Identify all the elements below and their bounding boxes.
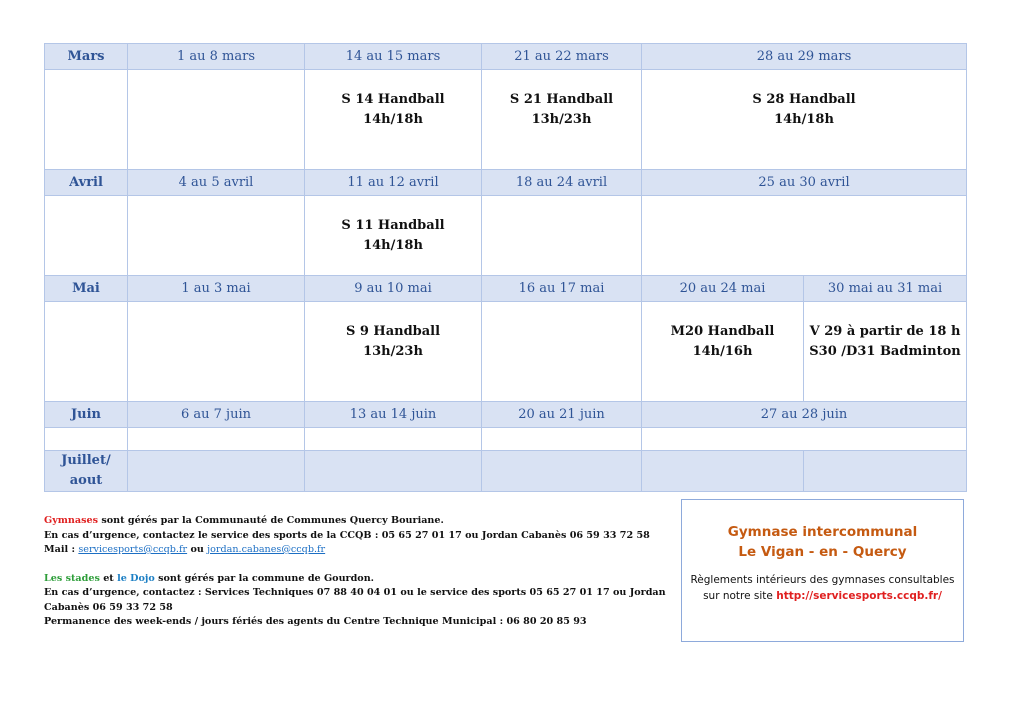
- gym-management-line: [44, 514, 680, 529]
- gymnases-label: Gymnases: [44, 515, 99, 526]
- empty-cell: [305, 428, 482, 451]
- box-title-line1: Gymnase intercommunal: [727, 524, 918, 540]
- event-time: 14h/16h: [692, 344, 753, 359]
- event-time: 14h/18h: [363, 238, 423, 253]
- empty-cell: [482, 428, 642, 451]
- event-time: 13h/23h: [531, 112, 592, 127]
- stades-management-text: sont gérés par la commune de Gourdon.: [154, 572, 375, 584]
- period-cell: 20 au 24 mai: [642, 276, 804, 302]
- box-title-line2: Le Vigan - en - Quercy: [738, 544, 907, 560]
- dojo-label: le Dojo: [117, 572, 155, 584]
- month-label-line1: Juillet/: [61, 453, 111, 468]
- contact-notes: [44, 514, 680, 630]
- header-row-mai: [45, 276, 967, 302]
- month-label: Avril: [45, 170, 128, 196]
- event-time: 14h/18h: [774, 112, 834, 127]
- month-label: [45, 451, 128, 492]
- period-cell: 14 au 15 mars: [305, 44, 482, 70]
- event-time: 13h/23h: [363, 344, 423, 359]
- event-cell: [305, 302, 482, 402]
- stades-label: Les stades: [44, 572, 100, 584]
- period-cell: 13 au 14 juin: [305, 402, 482, 428]
- event-cell: [804, 302, 967, 402]
- mail-link-jordan[interactable]: jordan.cabanes@ccqb.fr: [207, 544, 326, 555]
- gym-emergency-line: En cas d’urgence, contactez le service des sports de la CCQB : 05 65 27 01 17 ou Jordan Cabanès 06 59 33 72 58: [44, 529, 650, 541]
- month-label: Juin: [45, 402, 128, 428]
- event-title: V 29 à partir de 18 h: [809, 324, 961, 339]
- event-cell: [642, 196, 967, 276]
- empty-cell: [804, 451, 967, 492]
- event-title: S 14 Handball: [341, 92, 445, 107]
- gymnase-info-box: [681, 499, 964, 642]
- empty-cell: [45, 70, 128, 170]
- event-cell: [642, 302, 804, 402]
- period-cell: 6 au 7 juin: [128, 402, 305, 428]
- event-cell: [482, 196, 642, 276]
- event-title: M20 Handball: [670, 324, 775, 339]
- event-cell: [128, 196, 305, 276]
- period-cell: 25 au 30 avril: [642, 170, 967, 196]
- header-row-juin: [45, 402, 967, 428]
- empty-cell: [45, 196, 128, 276]
- event-title: S 11 Handball: [341, 218, 445, 233]
- event-cell: [128, 70, 305, 170]
- permanence-line: Permanence des week-ends / jours fériés des agents du Centre Technique Municipal : 06 80 20 85 93: [44, 616, 587, 627]
- header-row-avril: [45, 170, 967, 196]
- event-cell: [305, 196, 482, 276]
- empty-cell: [128, 428, 305, 451]
- event-row-avril: [45, 196, 967, 276]
- event-title: S 28 Handball: [752, 92, 856, 107]
- site-link[interactable]: http://servicesports.ccqb.fr/: [776, 590, 942, 602]
- event-cell: [305, 70, 482, 170]
- mail-line: [44, 543, 680, 558]
- period-cell: 4 au 5 avril: [128, 170, 305, 196]
- event-time: S30 /D31 Badminton: [809, 344, 961, 359]
- empty-cell: [642, 428, 967, 451]
- event-cell: [482, 70, 642, 170]
- period-cell: 20 au 21 juin: [482, 402, 642, 428]
- stades-management-line: [44, 572, 680, 587]
- mail-link-servicesports[interactable]: servicesports@ccqb.fr: [78, 544, 188, 555]
- period-cell: 9 au 10 mai: [305, 276, 482, 302]
- period-cell: 28 au 29 mars: [642, 44, 967, 70]
- mail-separator: ou: [187, 544, 208, 555]
- empty-cell: [45, 428, 128, 451]
- header-row-juillet: [45, 451, 967, 492]
- schedule-table: [44, 43, 967, 492]
- empty-cell: [482, 451, 642, 492]
- period-cell: 1 au 3 mai: [128, 276, 305, 302]
- stades-and: et: [99, 572, 118, 584]
- event-cell: [128, 302, 305, 402]
- period-cell: 18 au 24 avril: [482, 170, 642, 196]
- period-cell: 16 au 17 mai: [482, 276, 642, 302]
- period-cell: 30 mai au 31 mai: [804, 276, 967, 302]
- header-row-mars: [45, 44, 967, 70]
- empty-cell: [128, 451, 305, 492]
- event-row-juin: [45, 428, 967, 451]
- gym-management-text: sont gérés par la Communauté de Communes Quercy Bouriane.: [98, 515, 444, 526]
- rules-text: [682, 572, 963, 604]
- event-row-mars: [45, 70, 967, 170]
- empty-cell: [45, 302, 128, 402]
- spacer: [44, 558, 680, 572]
- event-title: S 21 Handball: [509, 92, 614, 107]
- stades-emergency-line: En cas d’urgence, contactez : Services Techniques 07 88 40 04 01 ou le service des sports 05 65 27 01 17 ou Jordan Cabanès 06 59 33 72 58: [44, 587, 666, 613]
- period-cell: 11 au 12 avril: [305, 170, 482, 196]
- event-cell: [642, 70, 967, 170]
- month-label: Mars: [45, 44, 128, 70]
- month-label-line2: aout: [69, 473, 103, 488]
- empty-cell: [305, 451, 482, 492]
- period-cell: 1 au 8 mars: [128, 44, 305, 70]
- month-label: Mai: [45, 276, 128, 302]
- period-cell: 21 au 22 mars: [482, 44, 642, 70]
- period-cell: 27 au 28 juin: [642, 402, 967, 428]
- event-time: 14h/18h: [363, 112, 423, 127]
- event-cell: [482, 302, 642, 402]
- rules-label: Règlements intérieurs des gymnases consultables sur notre site: [690, 574, 955, 602]
- empty-cell: [642, 451, 804, 492]
- event-row-mai: [45, 302, 967, 402]
- event-title: S 9 Handball: [345, 324, 441, 339]
- mail-label: Mail :: [44, 544, 79, 555]
